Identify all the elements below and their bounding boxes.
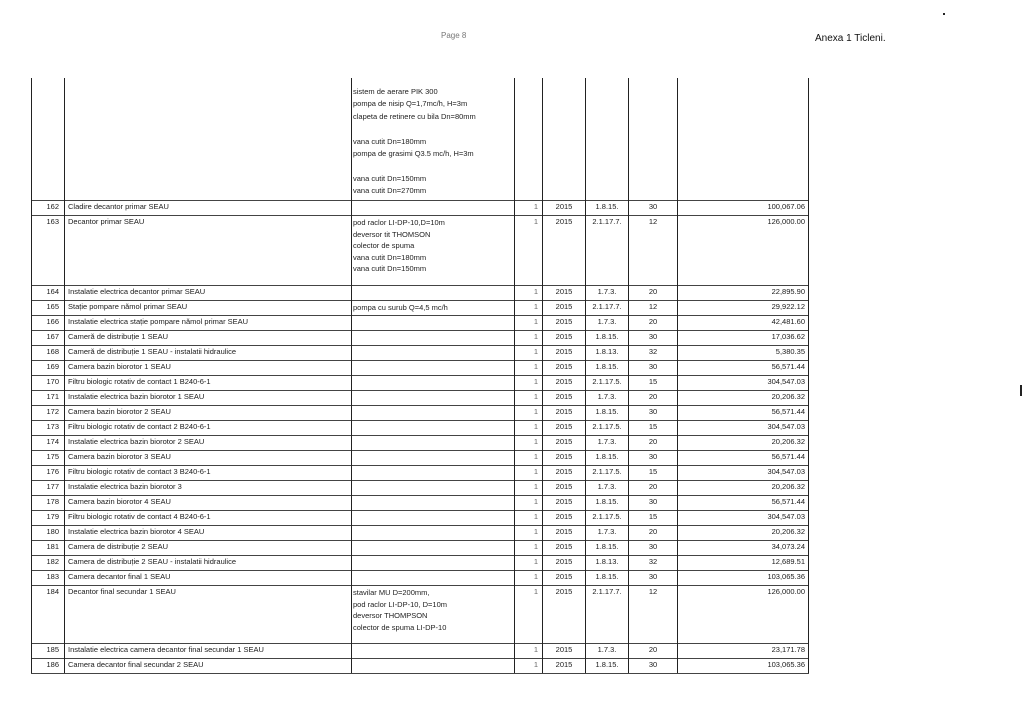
useful-life: 20 — [648, 645, 658, 654]
classification-code: 1.8.13. — [595, 557, 619, 566]
quantity: 1 — [533, 527, 538, 536]
table-row — [31, 345, 809, 361]
inventory-value: 126,000.00 — [767, 217, 805, 226]
asset-name: Camera bazin biorotor 2 SEAU — [68, 407, 171, 416]
year: 2015 — [555, 452, 573, 461]
quantity: 1 — [533, 645, 538, 654]
table-row — [31, 510, 809, 526]
page-number: Page 8 — [441, 31, 467, 40]
row-number: 162 — [46, 202, 59, 211]
equipment-detail: sistem de aerare PIK 300 — [353, 87, 438, 96]
year: 2015 — [555, 587, 573, 596]
classification-code: 2.1.17.7. — [592, 217, 622, 226]
table-row — [31, 495, 809, 511]
column-divider — [351, 78, 352, 673]
classification-code: 1.7.3. — [597, 437, 617, 446]
equipment-detail: clapeta de retinere cu bila Dn=80mm — [353, 111, 476, 121]
classification-code: 1.8.15. — [595, 407, 619, 416]
quantity: 1 — [533, 452, 538, 461]
row-number: 173 — [46, 422, 59, 431]
table-row — [31, 375, 809, 391]
inventory-value: 103,065.36 — [767, 572, 805, 581]
row-number: 179 — [46, 512, 59, 521]
year: 2015 — [555, 362, 573, 371]
asset-name: Cameră de distribuție 1 SEAU — [68, 332, 169, 341]
table-row — [31, 315, 809, 331]
asset-name: Camera de distribuție 2 SEAU — [68, 542, 169, 551]
classification-code: 1.8.15. — [595, 497, 619, 506]
asset-name: Camera bazin biorotor 3 SEAU — [68, 452, 171, 461]
inventory-value: 126,000.00 — [767, 587, 805, 596]
table-row — [31, 285, 809, 301]
quantity: 1 — [533, 542, 538, 551]
equipment-detail: vana cutit Dn=150mm — [353, 173, 427, 183]
column-divider — [514, 78, 515, 673]
inventory-value: 5,380.35 — [775, 347, 805, 356]
quantity: 1 — [533, 332, 538, 341]
row-number: 170 — [46, 377, 59, 386]
classification-code: 2.1.17.5. — [592, 377, 622, 386]
row-number: 184 — [46, 587, 59, 596]
useful-life: 15 — [648, 377, 658, 386]
useful-life: 12 — [648, 217, 658, 226]
scan-mark — [1020, 385, 1022, 396]
classification-code: 1.8.15. — [595, 332, 619, 341]
year: 2015 — [555, 572, 573, 581]
column-divider — [808, 78, 809, 673]
classification-code: 2.1.17.5. — [592, 467, 622, 476]
asset-name: Camera decantor final 1 SEAU — [68, 572, 171, 581]
column-divider — [31, 78, 32, 673]
year: 2015 — [555, 660, 573, 669]
useful-life: 30 — [648, 362, 658, 371]
useful-life: 30 — [648, 332, 658, 341]
inventory-value: 23,171.78 — [771, 645, 805, 654]
year: 2015 — [555, 542, 573, 551]
year: 2015 — [555, 392, 573, 401]
table-row — [31, 390, 809, 406]
classification-code: 1.8.13. — [595, 347, 619, 356]
useful-life: 30 — [648, 660, 658, 669]
table-row — [31, 300, 809, 316]
classification-code: 1.7.3. — [597, 482, 617, 491]
classification-code: 1.8.15. — [595, 572, 619, 581]
row-number: 175 — [46, 452, 59, 461]
column-divider — [677, 78, 678, 673]
equipment-detail: deversor THOMPSON — [353, 611, 428, 620]
asset-name: Decantor final secundar 1 SEAU — [68, 587, 176, 596]
table-row — [31, 450, 809, 466]
inventory-value: 20,206.32 — [771, 527, 805, 536]
quantity: 1 — [533, 587, 538, 596]
year: 2015 — [555, 437, 573, 446]
row-number: 174 — [46, 437, 59, 446]
scan-speck — [943, 13, 945, 15]
quantity: 1 — [533, 660, 538, 669]
asset-name: Instalatie electrica stație pompare nămol primar SEAU — [68, 317, 249, 326]
table-row — [31, 585, 809, 644]
quantity: 1 — [533, 302, 538, 311]
year: 2015 — [555, 287, 573, 296]
row-number: 183 — [46, 572, 59, 581]
inventory-value: 56,571.44 — [771, 362, 805, 371]
quantity: 1 — [533, 347, 538, 356]
useful-life: 15 — [648, 467, 658, 476]
quantity: 1 — [533, 202, 538, 211]
inventory-value: 56,571.44 — [771, 497, 805, 506]
quantity: 1 — [533, 407, 538, 416]
row-number: 177 — [46, 482, 59, 491]
quantity: 1 — [533, 512, 538, 521]
year: 2015 — [555, 422, 573, 431]
table-row — [31, 525, 809, 541]
row-number: 182 — [46, 557, 59, 566]
useful-life: 32 — [648, 557, 658, 566]
equipment-detail: vana cutit Dn=150mm — [353, 264, 427, 273]
useful-life: 20 — [648, 437, 658, 446]
inventory-value: 304,547.03 — [767, 377, 805, 386]
inventory-value: 304,547.03 — [767, 512, 805, 521]
row-number: 168 — [46, 347, 59, 356]
quantity: 1 — [533, 392, 538, 401]
classification-code: 2.1.17.5. — [592, 512, 622, 521]
table-row — [31, 360, 809, 376]
quantity: 1 — [533, 317, 538, 326]
classification-code: 2.1.17.5. — [592, 422, 622, 431]
asset-name: Decantor primar SEAU — [68, 217, 145, 226]
inventory-value: 56,571.44 — [771, 407, 805, 416]
equipment-detail: stavilar MU D=200mm, — [353, 588, 430, 597]
inventory-value: 22,895.90 — [771, 287, 805, 296]
row-number: 165 — [46, 302, 59, 311]
asset-name: Instalatie electrica bazin biorotor 2 SEAU — [68, 437, 205, 446]
inventory-value: 20,206.32 — [771, 392, 805, 401]
inventory-value: 12,689.51 — [771, 557, 805, 566]
classification-code: 1.7.3. — [597, 392, 617, 401]
useful-life: 30 — [648, 407, 658, 416]
table-row — [31, 570, 809, 586]
useful-life: 30 — [648, 497, 658, 506]
classification-code: 2.1.17.7. — [592, 302, 622, 311]
classification-code: 1.7.3. — [597, 287, 617, 296]
continuation-block — [31, 78, 809, 201]
asset-name: Cladire decantor primar SEAU — [68, 202, 169, 211]
quantity: 1 — [533, 287, 538, 296]
asset-name: Filtru biologic rotativ de contact 4 B240-6-1 — [68, 512, 211, 521]
useful-life: 12 — [648, 587, 658, 596]
equipment-detail: deversor tit THOMSON — [353, 229, 431, 239]
inventory-value: 42,481.60 — [771, 317, 805, 326]
inventory-value: 17,036.62 — [771, 332, 805, 341]
inventory-value: 304,547.03 — [767, 467, 805, 476]
table-row — [31, 555, 809, 571]
table-row — [31, 215, 809, 286]
quantity: 1 — [533, 557, 538, 566]
inventory-value: 56,571.44 — [771, 452, 805, 461]
asset-name: Instalatie electrica bazin biorotor 1 SEAU — [68, 392, 205, 401]
inventory-value: 20,206.32 — [771, 437, 805, 446]
table-row — [31, 480, 809, 496]
useful-life: 30 — [648, 572, 658, 581]
inventory-value: 34,073.24 — [771, 542, 805, 551]
useful-life: 15 — [648, 512, 658, 521]
useful-life: 20 — [648, 482, 658, 491]
useful-life: 30 — [648, 202, 658, 211]
quantity: 1 — [533, 362, 538, 371]
useful-life: 20 — [648, 287, 658, 296]
classification-code: 1.8.15. — [595, 362, 619, 371]
inventory-value: 103,065.36 — [767, 660, 805, 669]
classification-code: 1.8.15. — [595, 202, 619, 211]
equipment-detail: pod raclor LI-DP-10, D=10m — [353, 599, 447, 609]
table-row — [31, 658, 809, 674]
year: 2015 — [555, 467, 573, 476]
quantity: 1 — [533, 497, 538, 506]
annex-title: Anexa 1 Ticleni. — [815, 33, 886, 44]
classification-code: 1.7.3. — [597, 317, 617, 326]
table-row — [31, 420, 809, 436]
year: 2015 — [555, 512, 573, 521]
row-number: 185 — [46, 645, 59, 654]
equipment-detail: colector de spuma — [353, 241, 415, 250]
classification-code: 1.7.3. — [597, 527, 617, 536]
asset-name: Instalatie electrica decantor primar SEAU — [68, 287, 206, 296]
quantity: 1 — [533, 482, 538, 491]
classification-code: 1.8.15. — [595, 660, 619, 669]
equipment-detail: colector de spuma LI-DP-10 — [353, 622, 447, 632]
asset-name: Camera bazin biorotor 1 SEAU — [68, 362, 171, 371]
row-number: 169 — [46, 362, 59, 371]
equipment-detail: pompa cu surub Q=4,5 mc/h — [353, 303, 448, 312]
year: 2015 — [555, 202, 573, 211]
table-row — [31, 405, 809, 421]
year: 2015 — [555, 377, 573, 386]
year: 2015 — [555, 557, 573, 566]
row-number: 166 — [46, 317, 59, 326]
equipment-detail: vana cutit Dn=270mm — [353, 186, 427, 196]
year: 2015 — [555, 302, 573, 311]
year: 2015 — [555, 482, 573, 491]
asset-name: Filtru biologic rotativ de contact 2 B240-6-1 — [68, 422, 211, 431]
useful-life: 30 — [648, 452, 658, 461]
useful-life: 20 — [648, 392, 658, 401]
useful-life: 32 — [648, 347, 658, 356]
equipment-detail: vana cutit Dn=180mm — [353, 136, 427, 146]
asset-name: Cameră de distribuție 1 SEAU - instalatii hidraulice — [68, 347, 236, 356]
quantity: 1 — [533, 437, 538, 446]
classification-code: 1.7.3. — [597, 645, 617, 654]
row-number: 176 — [46, 467, 59, 476]
asset-name: Camera bazin biorotor 4 SEAU — [68, 497, 171, 506]
classification-code: 2.1.17.7. — [592, 587, 622, 596]
inventory-value: 20,206.32 — [771, 482, 805, 491]
row-number: 171 — [46, 392, 59, 401]
year: 2015 — [555, 332, 573, 341]
table-row — [31, 643, 809, 659]
row-number: 178 — [46, 497, 59, 506]
table-row — [31, 435, 809, 451]
useful-life: 30 — [648, 542, 658, 551]
asset-name: Instalatie electrica camera decantor final secundar 1 SEAU — [68, 645, 264, 654]
quantity: 1 — [533, 422, 538, 431]
row-number: 186 — [46, 660, 59, 669]
quantity: 1 — [533, 572, 538, 581]
useful-life: 12 — [648, 302, 658, 311]
equipment-detail: vana cutit Dn=180mm — [353, 252, 427, 262]
inventory-value: 304,547.03 — [767, 422, 805, 431]
asset-name: Filtru biologic rotativ de contact 1 B240-6-1 — [68, 377, 211, 386]
useful-life: 15 — [648, 422, 658, 431]
asset-name: Camera decantor final secundar 2 SEAU — [68, 660, 204, 669]
equipment-detail: pod raclor LI-DP-10,D=10m — [353, 218, 445, 227]
year: 2015 — [555, 347, 573, 356]
row-number: 163 — [46, 217, 59, 226]
quantity: 1 — [533, 217, 538, 226]
row-number: 180 — [46, 527, 59, 536]
row-number: 181 — [46, 542, 59, 551]
year: 2015 — [555, 497, 573, 506]
row-number: 164 — [46, 287, 59, 296]
row-number: 167 — [46, 332, 59, 341]
equipment-detail: pompa de grasimi Q3.5 mc/h, H=3m — [353, 149, 474, 158]
asset-name: Filtru biologic rotativ de contact 3 B240-6-1 — [68, 467, 211, 476]
inventory-value: 100,067.06 — [767, 202, 805, 211]
year: 2015 — [555, 645, 573, 654]
asset-name: Instalatie electrica bazin biorotor 3 — [68, 482, 182, 491]
row-number: 172 — [46, 407, 59, 416]
column-divider — [542, 78, 543, 673]
year: 2015 — [555, 407, 573, 416]
column-divider — [585, 78, 586, 673]
quantity: 1 — [533, 467, 538, 476]
useful-life: 20 — [648, 527, 658, 536]
year: 2015 — [555, 217, 573, 226]
asset-name: Instalatie electrica bazin biorotor 4 SEAU — [68, 527, 205, 536]
column-divider — [628, 78, 629, 673]
table-row — [31, 330, 809, 346]
year: 2015 — [555, 527, 573, 536]
classification-code: 1.8.15. — [595, 542, 619, 551]
classification-code: 1.8.15. — [595, 452, 619, 461]
column-divider — [64, 78, 65, 673]
equipment-detail: pompa de nisip Q=1,7mc/h, H=3m — [353, 99, 468, 109]
quantity: 1 — [533, 377, 538, 386]
inventory-value: 29,922.12 — [771, 302, 805, 311]
asset-name: Camera de distribuție 2 SEAU - instalatii hidraulice — [68, 557, 236, 566]
useful-life: 20 — [648, 317, 658, 326]
year: 2015 — [555, 317, 573, 326]
asset-name: Stație pompare nămol primar SEAU — [68, 302, 188, 311]
table-row — [31, 200, 809, 216]
table-row — [31, 540, 809, 556]
table-row — [31, 465, 809, 481]
